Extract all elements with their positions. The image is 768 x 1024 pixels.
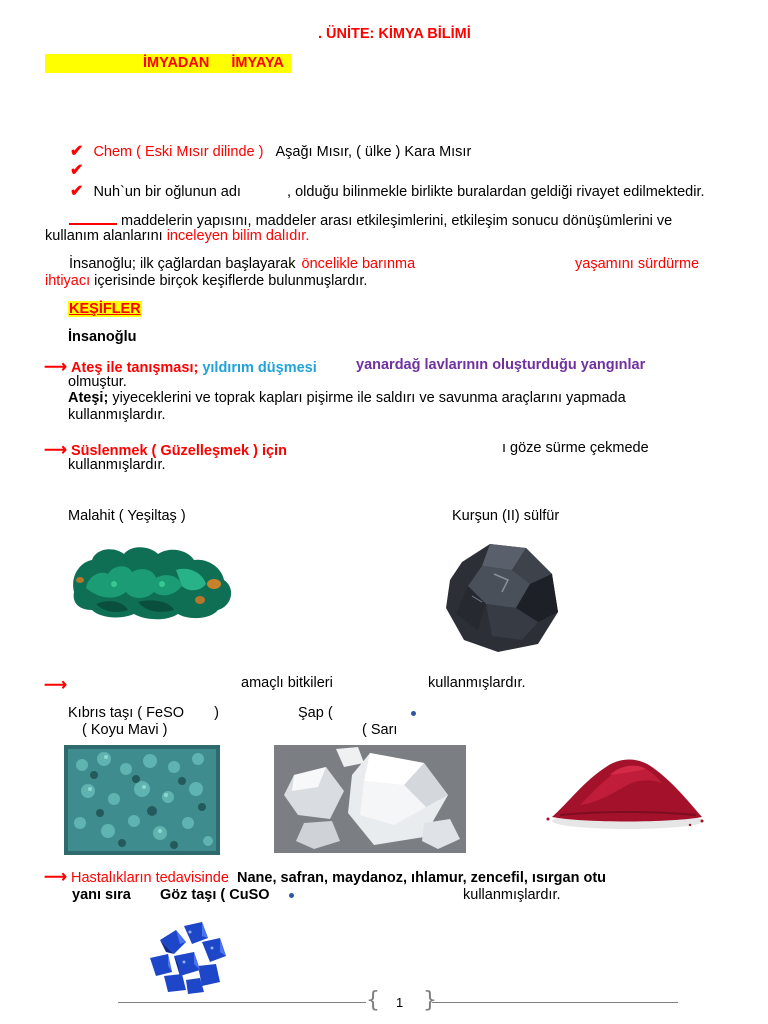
fire-text-3: yiyeceklerini ve toprak kapları pişirme ile saldırı ve savunma araçlarını yapmada <box>112 390 626 406</box>
check-item-1-red: Chem ( Eski Mısır dilinde ) <box>93 144 264 160</box>
health-line-1 <box>44 867 606 887</box>
malachite-label: Malahit ( Yeşiltaş ) <box>68 508 186 524</box>
check-item-1-text: Aşağı Mısır, ( ülke ) Kara Mısır <box>275 144 472 160</box>
check-item-2 <box>70 160 83 180</box>
definition-line-2 <box>45 228 309 244</box>
fire-line-3 <box>68 390 626 406</box>
galena-label: Kurşun (II) sülfür <box>452 508 560 524</box>
footer-bracket-right: } <box>423 988 437 1013</box>
intro-red-3: ihtiyacı <box>45 273 91 289</box>
arrow-right-icon: ⟶ <box>44 442 67 459</box>
check-item-3-text2: , olduğu bilinmekle birlikte buralardan geldiği rivayet edilmektedir. <box>287 184 705 200</box>
intro-red-1: öncelikle barınma <box>301 256 416 272</box>
page-number: 1 <box>396 995 404 1010</box>
fire-purple: yanardağ lavlarının oluşturduğu yangınlar <box>356 357 646 373</box>
plants-line <box>44 675 67 695</box>
arrow-right-icon: ⟶ <box>44 869 67 886</box>
plants-right: kullanmışlardır. <box>428 675 526 691</box>
subtitle-left: İMYADAN <box>143 55 210 71</box>
health-line-2-left: yanı sıra <box>72 887 131 903</box>
section-heading-kesifler: KEŞİFLER <box>69 301 141 317</box>
arrow-right-icon: ⟶ <box>44 677 67 694</box>
health-line-2-right: kullanmışlardır. <box>463 887 561 903</box>
kibris-text: Kıbrıs taşı ( FeSO <box>68 705 185 721</box>
footer-line-right <box>432 1002 678 1003</box>
kibris-label <box>68 705 219 721</box>
health-red: Hastalıkların tedavisinde <box>70 870 229 886</box>
koyu-mavi-label: ( Koyu Mavi ) <box>82 722 168 738</box>
fire-red: Ateş ile tanışması; <box>70 360 199 376</box>
bullet-icon <box>411 711 416 716</box>
iron-sulfate-image <box>64 745 220 855</box>
health-line-2-mid: Göz taşı ( CuSO <box>160 887 270 903</box>
footer-bracket-left: { <box>366 988 380 1013</box>
beauty-line-2: kullanmışlardır. <box>68 457 166 473</box>
definition-text-1: maddelerin yapısını, maddeler arası etkileşimlerini, etkileşim sonucu dönüşümlerini ve <box>121 213 673 229</box>
fire-line-2: olmuştur. <box>68 374 127 390</box>
kibris-close: ) <box>214 705 219 721</box>
alum-image <box>274 745 466 853</box>
check-item-3-text: Nuh`un bir oğlunun adı <box>93 184 241 200</box>
definition-text-2: kullanım alanlarını <box>45 228 163 244</box>
copper-sulfate-image <box>140 912 236 998</box>
definition-blank <box>69 209 117 225</box>
definition-line-1 <box>69 209 672 229</box>
fire-cyan: yıldırım düşmesi <box>202 360 317 376</box>
intro-line-2 <box>45 273 367 289</box>
galena-image <box>442 540 562 654</box>
beauty-right: ı göze sürme çekmede <box>502 440 649 456</box>
arrow-right-icon: ⟶ <box>44 359 67 376</box>
intro-line-1 <box>69 256 415 272</box>
fire-bold: Ateşi; <box>68 390 109 406</box>
sap-label: Şap ( <box>298 705 333 721</box>
plants-mid: amaçlı bitkileri <box>241 675 333 691</box>
subtitle <box>143 55 284 71</box>
sari-label: ( Sarı <box>362 722 398 738</box>
fire-line-4: kullanmışlardır. <box>68 407 166 423</box>
checkmark-icon: ✔ <box>70 162 84 179</box>
health-bold: Nane, safran, maydanoz, ıhlamur, zencefil, ısırgan otu <box>236 870 607 886</box>
checkmark-icon: ✔ <box>70 183 84 200</box>
checkmark-icon: ✔ <box>70 143 84 160</box>
red-powder-image <box>540 745 708 833</box>
bullet-icon <box>289 893 294 898</box>
section-subheading: İnsanoğlu <box>68 329 137 345</box>
definition-text-2-red: inceleyen bilim dalıdır. <box>166 228 310 244</box>
check-item-3 <box>70 181 705 201</box>
beauty-red: Süslenmek ( Güzelleşmek ) için <box>70 443 287 459</box>
unit-title: . ÜNİTE: KİMYA BİLİMİ <box>318 26 471 42</box>
footer-line-left <box>118 1002 366 1003</box>
intro-red-2: yaşamını sürdürme <box>575 256 700 272</box>
intro-text-1: İnsanoğlu; ilk çağlardan başlayarak <box>69 256 296 272</box>
subtitle-right: İMYAYA <box>231 55 284 71</box>
intro-text-2: içerisinde birçok keşiflerde bulunmuşlardır. <box>94 273 368 289</box>
malachite-image <box>66 540 238 622</box>
check-item-1 <box>70 141 471 161</box>
